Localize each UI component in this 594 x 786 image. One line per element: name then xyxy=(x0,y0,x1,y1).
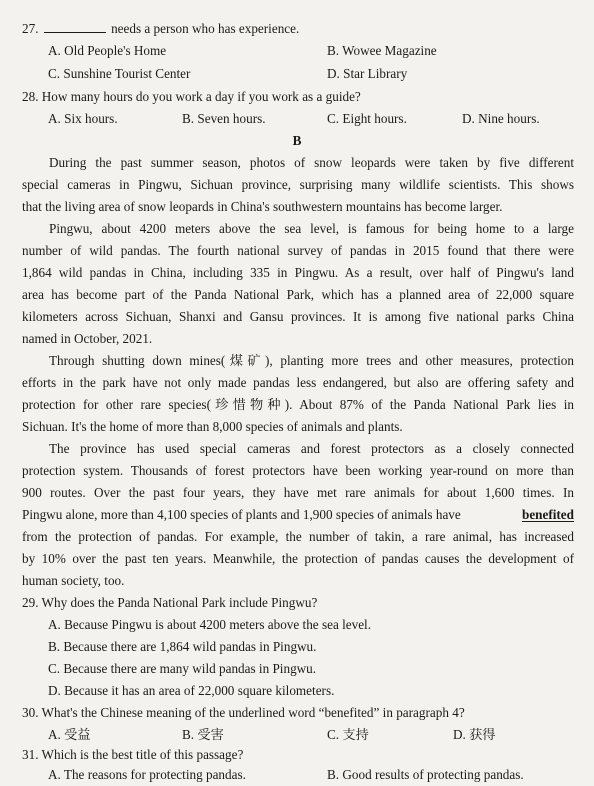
underlined-word: benefited xyxy=(521,507,574,522)
passage-line: that the living area of snow leopards in China's southwestern mountains has become larger. xyxy=(22,199,503,214)
passage-line: number of wild pandas. The fourth national survey of pandas in 2015 found that there were xyxy=(22,243,574,258)
passage-line: named in October, 2021. xyxy=(22,331,153,346)
section-heading: B xyxy=(292,133,302,148)
passage-line: human society, too. xyxy=(22,573,125,588)
passage-line xyxy=(22,504,574,526)
q29-option-a: A. Because Pingwu is about 4200 meters above the sea level. xyxy=(48,617,372,632)
answer-blank xyxy=(44,20,106,33)
q29-option-b: B. Because there are 1,864 wild pandas in Pingwu. xyxy=(48,639,317,654)
question-number: 29. xyxy=(22,595,39,610)
question-number: 27. xyxy=(22,21,39,36)
q27-option-a: A. Old People's Home xyxy=(48,43,167,58)
q30-option-b: B. 受害 xyxy=(182,727,224,742)
passage-line: Through shutting down mines(煤矿), planting more trees and other measures, protection xyxy=(49,353,574,368)
passage-line: Sichuan. It's the home of more than 8,000 species of animals and plants. xyxy=(22,419,403,434)
q27-option-b: B. Wowee Magazine xyxy=(327,43,437,58)
q29-option-c: C. Because there are many wild pandas in Pingwu. xyxy=(48,661,317,676)
question-text: Which is the best title of this passage? xyxy=(41,747,244,762)
q31-option-b: B. Good results of protecting pandas. xyxy=(327,767,524,782)
q28-option-c: C. Eight hours. xyxy=(327,111,407,126)
question-number: 31. xyxy=(22,747,39,762)
question-28-stem xyxy=(22,86,361,108)
passage-line: kilometers across Sichuan, Shanxi and Gansu provinces. It is among five national parks China xyxy=(22,309,574,324)
q31-option-a: A. The reasons for protecting pandas. xyxy=(48,767,246,782)
passage-line: Pingwu, about 4200 meters above the sea level, is famous for being home to a large xyxy=(49,221,574,236)
passage-line: area has become part of the Panda National Park, which has a planned area of 22,000 square xyxy=(22,287,574,302)
q28-option-a: A. Six hours. xyxy=(48,111,118,126)
q28-option-b: B. Seven hours. xyxy=(182,111,266,126)
question-29-stem xyxy=(22,592,317,614)
q30-option-c: C. 支持 xyxy=(327,727,369,742)
q29-option-d: D. Because it has an area of 22,000 square kilometers. xyxy=(48,683,335,698)
passage-line: 1,864 wild pandas in China, including 335 in Pingwu. As a result, over half of Pingwu's land xyxy=(22,265,574,280)
passage-line: special cameras in Pingwu, Sichuan province, surprising many wildlife scientists. This shows xyxy=(22,177,574,192)
question-text: Why does the Panda National Park include Pingwu? xyxy=(41,595,318,610)
passage-line: efforts in the park have not only made pandas less endangered, but also are offering safety and xyxy=(22,375,574,390)
passage-line: The province has used special cameras and forest protectors as a closely connected xyxy=(49,441,574,456)
passage-line: from the protection of pandas. For example, the number of takin, a rare animal, has increased xyxy=(22,529,574,544)
passage-text: Pingwu alone, more than 4,100 species of plants and 1,900 species of animals have xyxy=(22,507,461,522)
passage-line: protection for other rare species(珍惜物种). About 87% of the Panda National Park lies in xyxy=(22,397,574,412)
q27-option-d: D. Star Library xyxy=(327,66,408,81)
q27-option-c: C. Sunshine Tourist Center xyxy=(48,66,191,81)
q28-option-d: D. Nine hours. xyxy=(462,111,540,126)
question-30-stem xyxy=(22,702,465,724)
question-text: What's the Chinese meaning of the underlined word “benefited” in paragraph 4? xyxy=(41,705,465,720)
q30-option-a: A. 受益 xyxy=(48,727,91,742)
q30-option-d: D. 获得 xyxy=(453,727,496,742)
question-text: How many hours do you work a day if you work as a guide? xyxy=(41,89,361,104)
passage-line: protection system. Thousands of forest protectors have been working year-round on more than xyxy=(22,463,574,478)
passage-line: by 10% over the past ten years. Meanwhile, the protection of pandas causes the development of xyxy=(22,551,574,566)
question-text: needs a person who has experience. xyxy=(111,21,300,36)
passage-line: During the past summer season, photos of snow leopards were taken by five different xyxy=(49,155,574,170)
question-number: 30. xyxy=(22,705,39,720)
question-27-stem xyxy=(22,18,299,40)
passage-line: 900 routes. Over the past four years, they have met rare animals for about 1,600 times. In xyxy=(22,485,574,500)
question-number: 28. xyxy=(22,89,39,104)
